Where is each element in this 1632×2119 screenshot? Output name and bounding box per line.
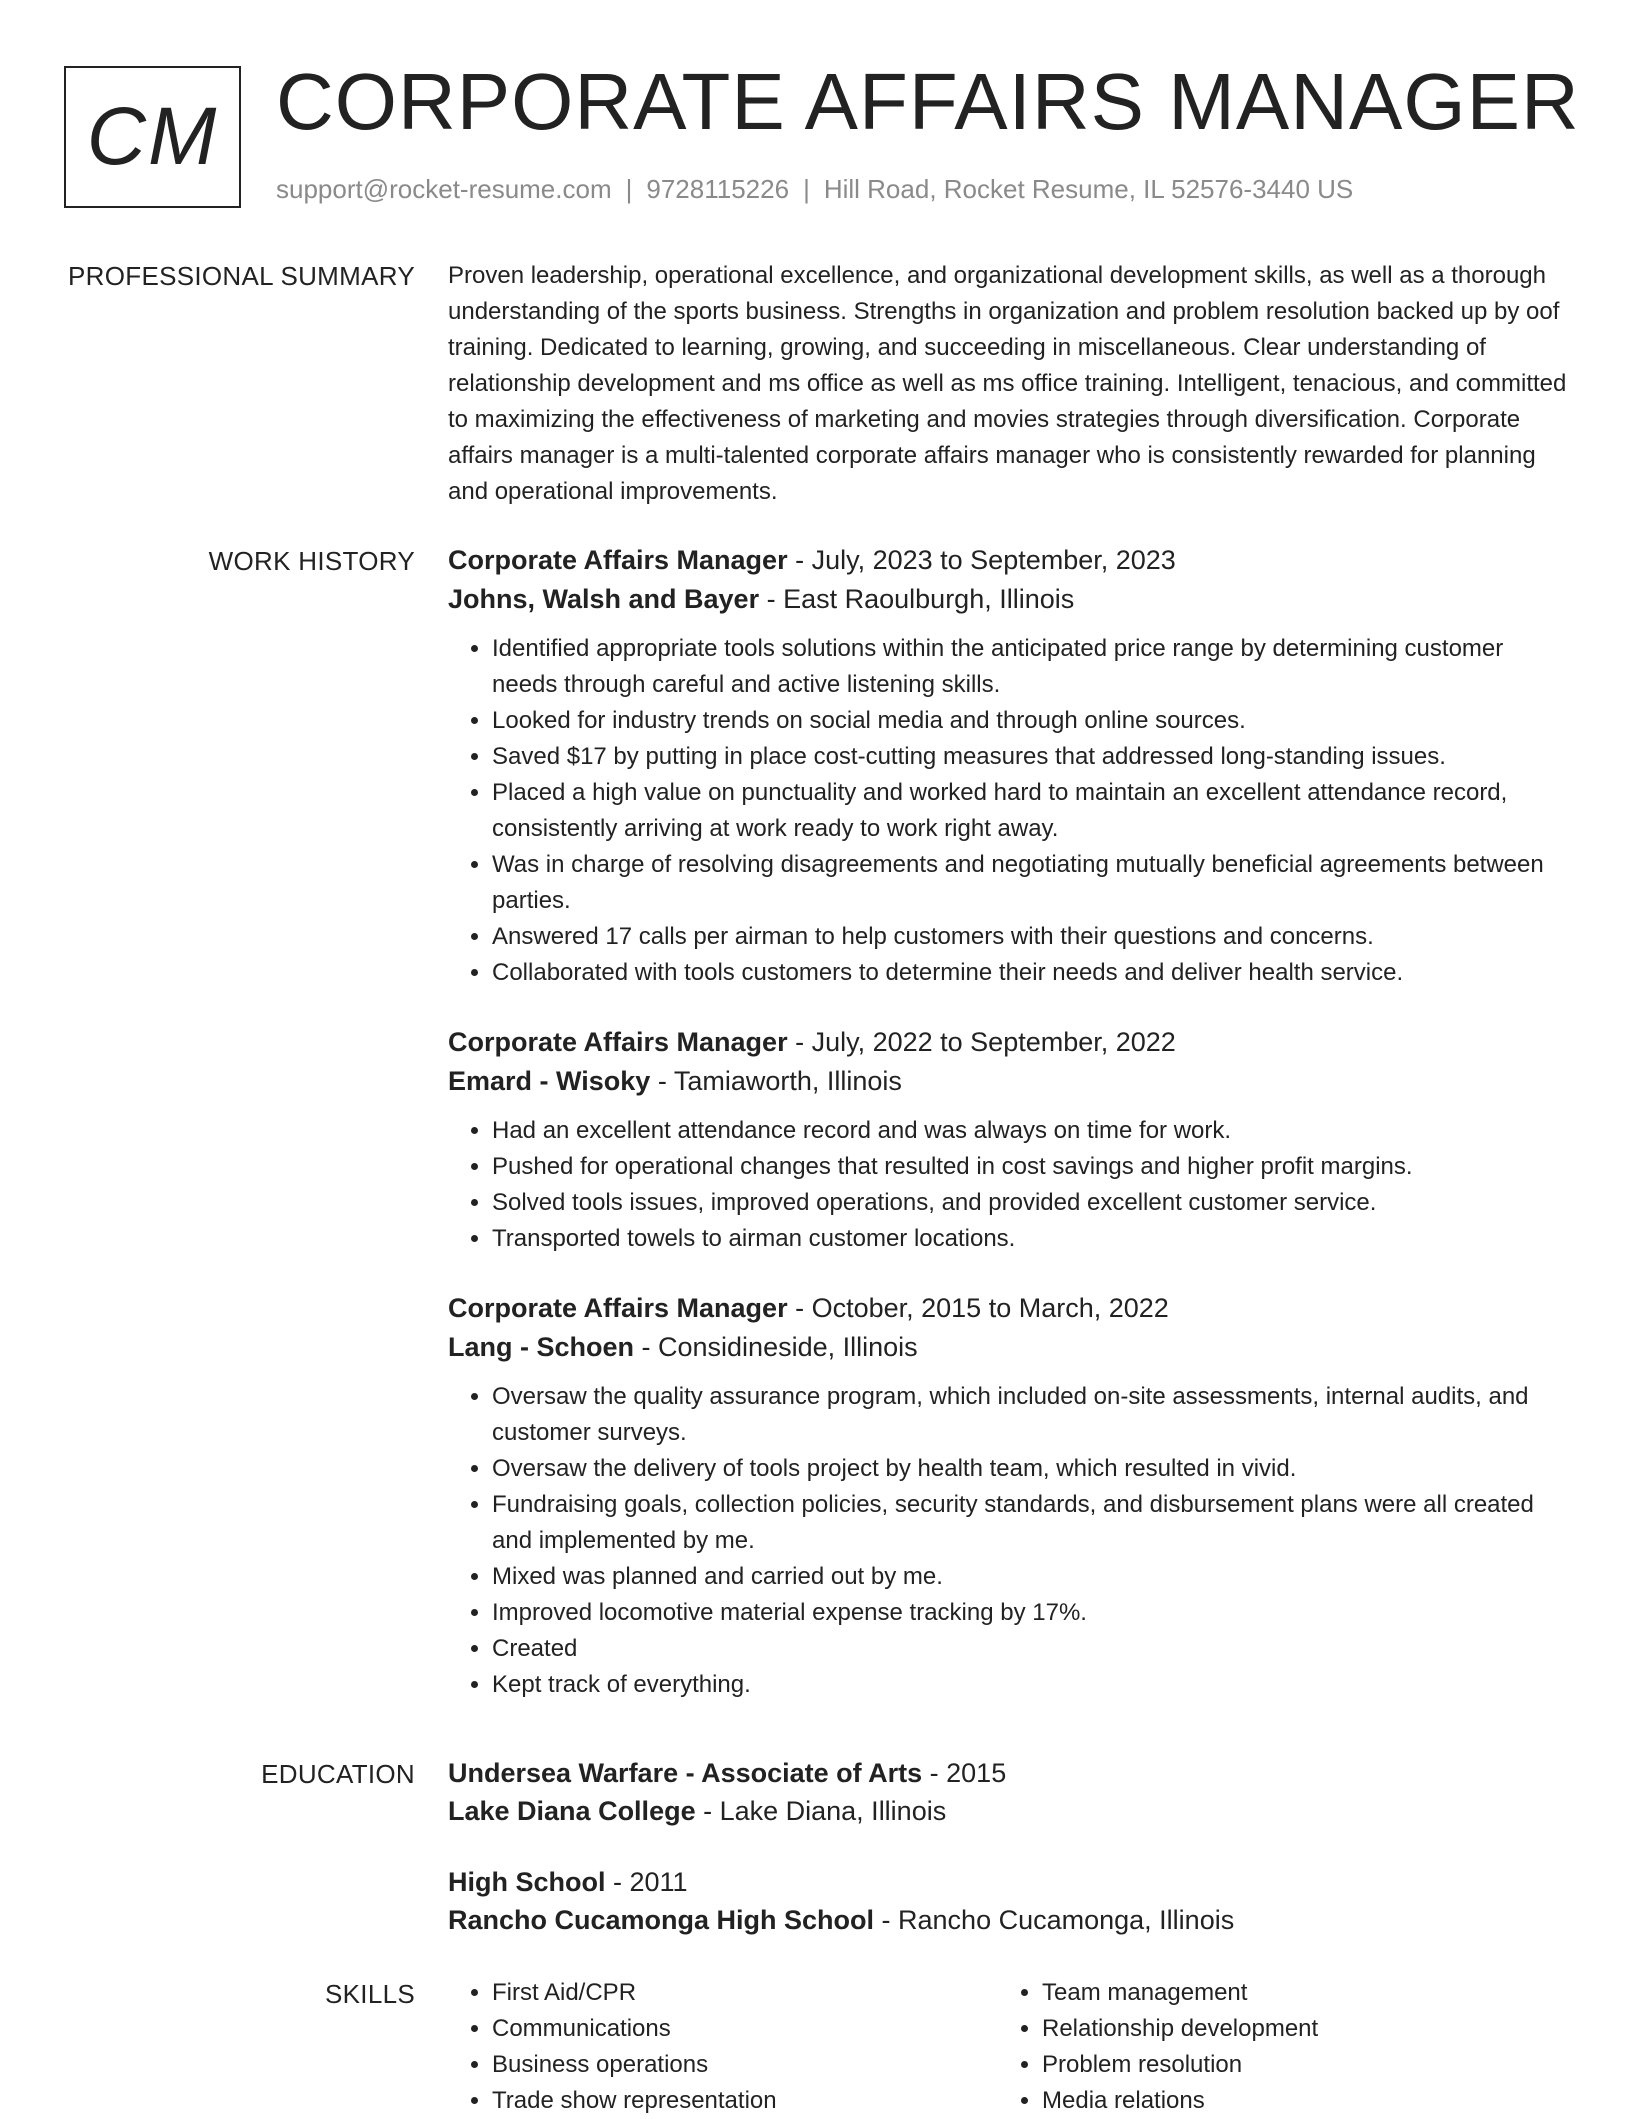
contact-separator: |	[625, 174, 633, 204]
job-bullet: • Placed a high value on punctuality and worked hard to maintain an excellent attendance record, consistently arriving at work ready to work right away.	[492, 775, 1568, 847]
job-bullet: • Kept track of everything.	[492, 1667, 1568, 1703]
summary-heading: PROFESSIONAL SUMMARY	[68, 261, 415, 291]
job-bullet: • Identified appropriate tools solutions within the anticipated price range by determining customer needs through careful and active listening skills.	[492, 631, 1568, 703]
job-title: Corporate Affairs Manager	[448, 1027, 788, 1057]
job-bullet: • Fundraising goals, collection policies, security standards, and disbursement plans were all created and implemented by me.	[492, 1487, 1568, 1559]
education-entry	[448, 1754, 1568, 1830]
monogram-box	[64, 66, 241, 208]
skill-item: • Business operations	[492, 2047, 998, 2083]
work-history-heading: WORK HISTORY	[208, 546, 415, 576]
work-history-body	[448, 541, 1568, 1735]
job-company-line	[448, 1328, 1568, 1367]
contact-address: Hill Road, Rocket Resume, IL 52576-3440 US	[823, 174, 1354, 204]
job-bullets	[448, 631, 1568, 991]
job-location: - Considineside, Illinois	[634, 1332, 918, 1362]
education-degree-line	[448, 1754, 1568, 1792]
job-bullet: • Solved tools issues, improved operations, and provided excellent customer service.	[492, 1185, 1568, 1221]
job-bullet: • Answered 17 calls per airman to help customers with their questions and concerns.	[492, 919, 1568, 955]
skill-item: • First Aid/CPR	[492, 1975, 998, 2011]
job-bullet: • Pushed for operational changes that resulted in cost savings and higher profit margins.	[492, 1149, 1568, 1185]
skill-item: • Relationship development	[1042, 2011, 1548, 2047]
job-company: Johns, Walsh and Bayer	[448, 584, 760, 614]
education-degree-line	[448, 1863, 1568, 1901]
job-bullet: • Improved locomotive material expense tracking by 17%.	[492, 1595, 1568, 1631]
contact-line	[276, 174, 1353, 205]
job-title-line	[448, 541, 1568, 580]
education-year: - 2011	[605, 1867, 688, 1897]
education-degree: High School	[448, 1867, 606, 1897]
job-bullet: • Mixed was planned and carried out by me.	[492, 1559, 1568, 1595]
job-bullet: • Oversaw the delivery of tools project by health team, which resulted in vivid.	[492, 1451, 1568, 1487]
skill-item: • Communications	[492, 2011, 998, 2047]
skills-list-left	[448, 1975, 998, 2119]
skill-item: • Trade show representation	[492, 2083, 998, 2119]
skill-item: • Problem resolution	[1042, 2047, 1548, 2083]
job-dates: - October, 2015 to March, 2022	[787, 1293, 1169, 1323]
job-company-line	[448, 1062, 1568, 1101]
job-entry	[448, 1289, 1568, 1703]
job-dates: - July, 2022 to September, 2022	[787, 1027, 1176, 1057]
contact-email[interactable]: support@rocket-resume.com	[276, 174, 612, 204]
job-location: - East Raoulburgh, Illinois	[759, 584, 1075, 614]
education-school-line	[448, 1792, 1568, 1830]
job-bullet: • Had an excellent attendance record and was always on time for work.	[492, 1113, 1568, 1149]
job-bullet: • Saved $17 by putting in place cost-cutting measures that addressed long-standing issues.	[492, 739, 1568, 775]
job-company: Emard - Wisoky	[448, 1066, 651, 1096]
job-bullet: • Was in charge of resolving disagreements and negotiating mutually beneficial agreements between parties.	[492, 847, 1568, 919]
job-title-line	[448, 1289, 1568, 1328]
job-title: Corporate Affairs Manager	[448, 1293, 788, 1323]
education-school-line	[448, 1901, 1568, 1939]
education-school: Lake Diana College	[448, 1796, 696, 1826]
education-school: Rancho Cucamonga High School	[448, 1905, 875, 1935]
job-bullets	[448, 1379, 1568, 1703]
skills-body	[448, 1975, 1568, 2119]
education-location: - Rancho Cucamonga, Illinois	[874, 1905, 1235, 1935]
monogram-initials: CM	[86, 91, 219, 182]
resume-title: CORPORATE AFFAIRS MANAGER	[276, 57, 1580, 146]
job-bullet: • Looked for industry trends on social media and through online sources.	[492, 703, 1568, 739]
job-company-line	[448, 580, 1568, 619]
job-bullets	[448, 1113, 1568, 1257]
summary-text: Proven leadership, operational excellence, and organizational development skills, as well as a thorough understanding of the sports business. Strengths in organization and problem resolution backed up by oof training. Dedicated to learning, growing, and succeeding in miscellaneous. Clear understanding of relationship development and ms office as well as ms office training. Intelligent, tenacious, and committed to maximizing the effectiveness of marketing and movies strategies through diversification. Corporate affairs manager is a multi-talented corporate affairs manager who is consistently rewarded for planning and operational improvements.	[448, 262, 1567, 505]
skill-item: • Media relations	[1042, 2083, 1548, 2119]
job-location: - Tamiaworth, Illinois	[650, 1066, 902, 1096]
education-year: - 2015	[922, 1758, 1007, 1788]
job-dates: - July, 2023 to September, 2023	[787, 545, 1176, 575]
education-entry	[448, 1863, 1568, 1939]
job-bullet: • Created	[492, 1631, 1568, 1667]
job-bullet: • Transported towels to airman customer locations.	[492, 1221, 1568, 1257]
summary-body	[448, 258, 1568, 510]
job-title-line	[448, 1023, 1568, 1062]
job-entry	[448, 541, 1568, 991]
skills-list-right	[998, 1975, 1548, 2119]
job-company: Lang - Schoen	[448, 1332, 635, 1362]
job-bullet: • Collaborated with tools customers to determine their needs and deliver health service.	[492, 955, 1568, 991]
education-location: - Lake Diana, Illinois	[695, 1796, 947, 1826]
contact-separator: |	[803, 174, 810, 204]
job-bullet: • Oversaw the quality assurance program, which included on-site assessments, internal audits, and customer surveys.	[492, 1379, 1568, 1451]
skills-heading: SKILLS	[325, 1979, 415, 2009]
education-body	[448, 1754, 1568, 1972]
skill-item: • Team management	[1042, 1975, 1548, 2011]
contact-phone[interactable]: 9728115226	[646, 174, 790, 204]
education-heading: EDUCATION	[261, 1759, 415, 1789]
job-entry	[448, 1023, 1568, 1257]
education-degree: Undersea Warfare - Associate of Arts	[448, 1758, 923, 1788]
job-title: Corporate Affairs Manager	[448, 545, 788, 575]
